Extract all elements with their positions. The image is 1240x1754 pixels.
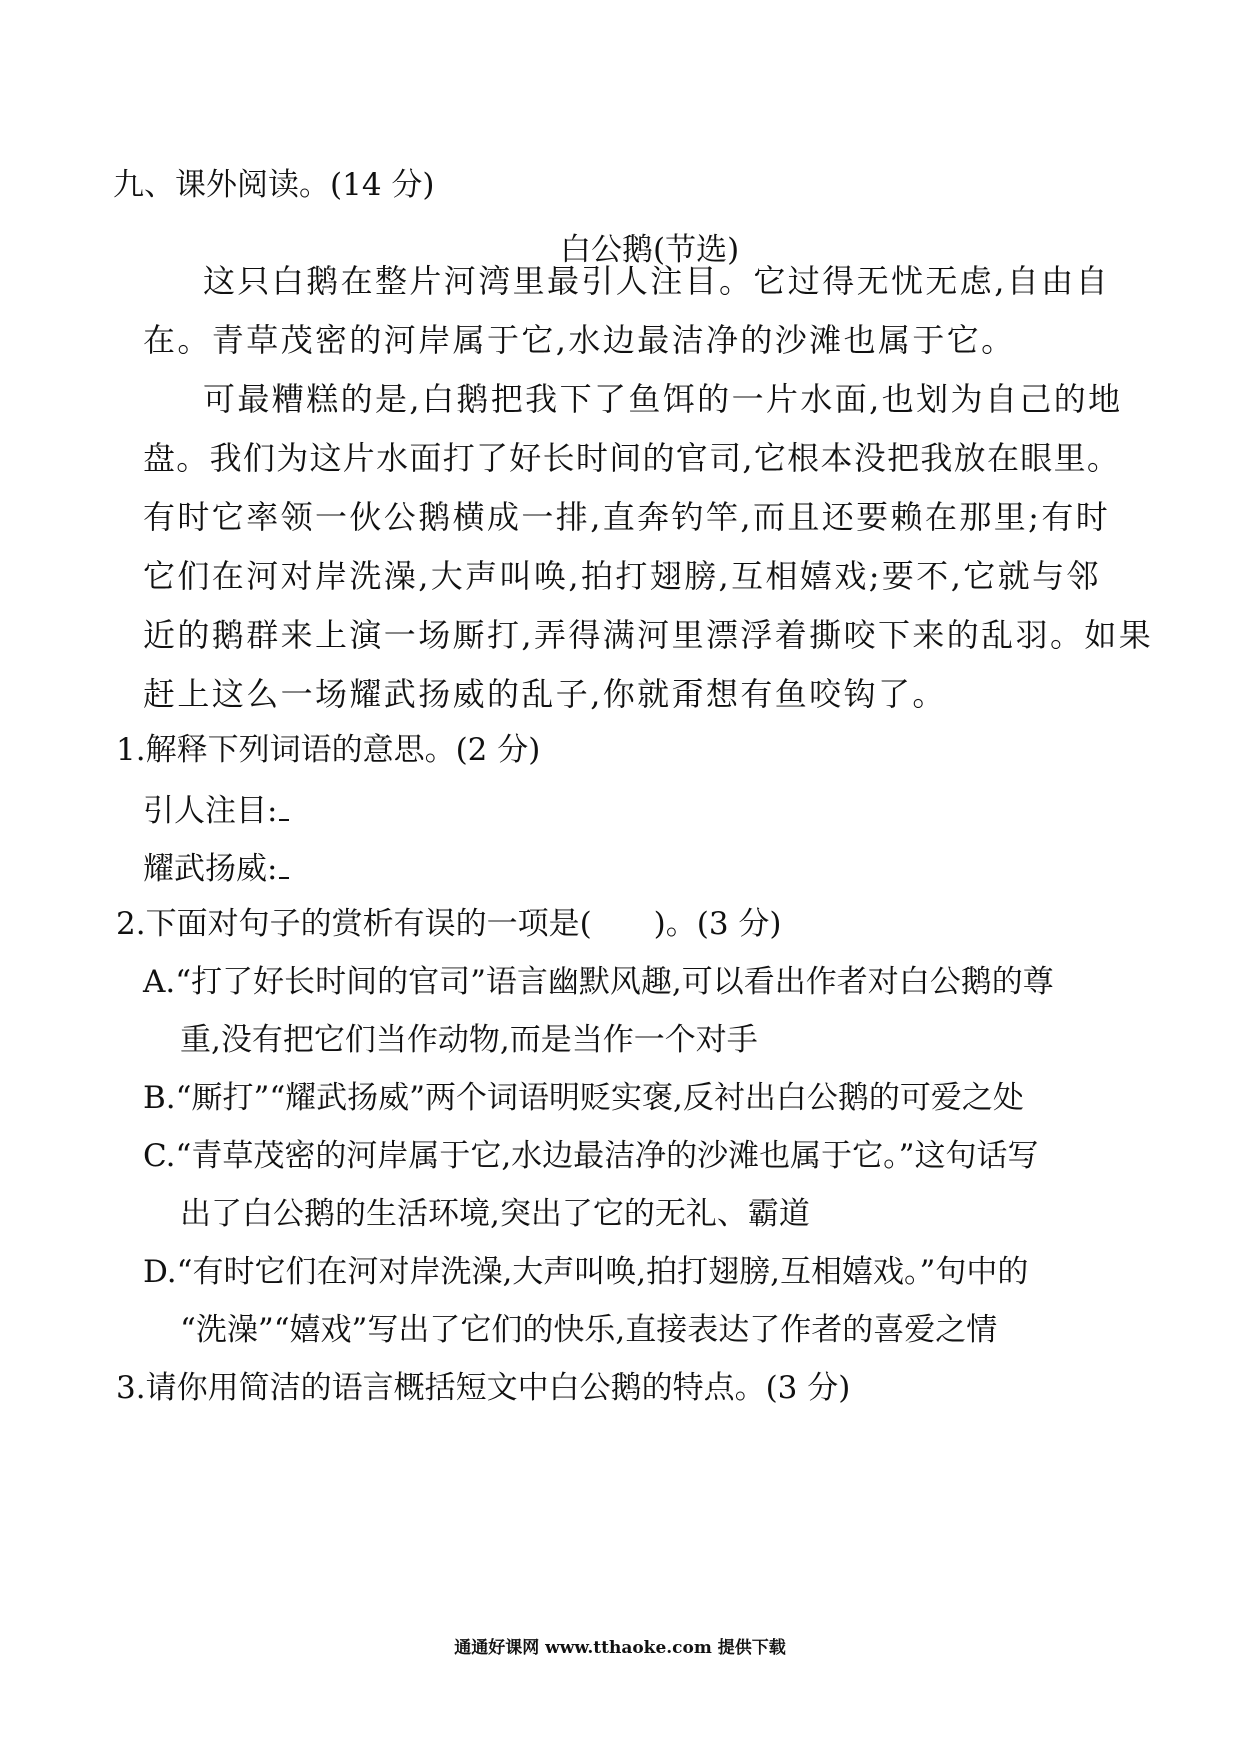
passage-line: 盘。我们为这片水面打了好长时间的官司,它根本没把我放在眼里。 — [143, 439, 1121, 477]
question-1-prompt: 1.解释下列词语的意思。(2 分) — [116, 732, 541, 768]
passage-line: 有时它率领一伙公鹅横成一排,直奔钓竿,而且还要赖在那里;有时 — [143, 498, 1111, 536]
question-1-item — [143, 793, 289, 827]
passage-line: 它们在河对岸洗澡,大声叫唤,拍打翅膀,互相嬉戏;要不,它就与邻 — [143, 557, 1101, 595]
answer-blank[interactable] — [279, 793, 289, 821]
passage-line: 近的鹅群来上演一场厮打,弄得满河里漂浮着撕咬下来的乱羽。如果 — [143, 616, 1154, 654]
passage-line: 可最糟糕的是,白鹅把我下了鱼饵的一片水面,也划为自己的地 — [203, 380, 1123, 418]
option-d: D.“有时它们在河对岸洗澡,大声叫唤,拍打翅膀,互相嬉戏。”句中的 — [143, 1254, 1029, 1290]
option-c: C.“青草茂密的河岸属于它,水边最洁净的沙滩也属于它。”这句话写 — [143, 1138, 1039, 1174]
question-2-prompt: 2.下面对句子的赏析有误的一项是( )。(3 分) — [116, 906, 782, 942]
option-b: B.“厮打”“耀武扬威”两个词语明贬实褒,反衬出白公鹅的可爱之处 — [143, 1080, 1024, 1116]
option-a: A.“打了好长时间的官司”语言幽默风趣,可以看出作者对白公鹅的尊 — [143, 964, 1054, 1000]
answer-blank[interactable] — [279, 851, 289, 879]
passage-line: 这只白鹅在整片河湾里最引人注目。它过得无忧无虑,自由自 — [203, 262, 1110, 300]
passage-line: 赶上这么一场耀武扬威的乱子,你就甭想有鱼咬钩了。 — [143, 675, 947, 713]
section-heading: 九、课外阅读。(14 分) — [113, 167, 435, 203]
question-1-item — [143, 851, 289, 885]
option-d-continued: “洗澡”“嬉戏”写出了它们的快乐,直接表达了作者的喜爱之情 — [180, 1312, 998, 1348]
passage-title: 白公鹅(节选) — [560, 232, 740, 268]
question-3-prompt: 3.请你用简洁的语言概括短文中白公鹅的特点。(3 分) — [116, 1370, 851, 1406]
passage-line: 在。青草茂密的河岸属于它,水边最洁净的沙滩也属于它。 — [143, 321, 1016, 359]
option-a-continued: 重,没有把它们当作动物,而是当作一个对手 — [180, 1022, 758, 1058]
term-label: 引人注目: — [143, 793, 278, 829]
term-label: 耀武扬威: — [143, 851, 278, 887]
footer-credit: 通通好课网 www.tthaoke.com 提供下载 — [454, 1638, 786, 1658]
option-c-continued: 出了白公鹅的生活环境,突出了它的无礼、霸道 — [180, 1196, 810, 1232]
